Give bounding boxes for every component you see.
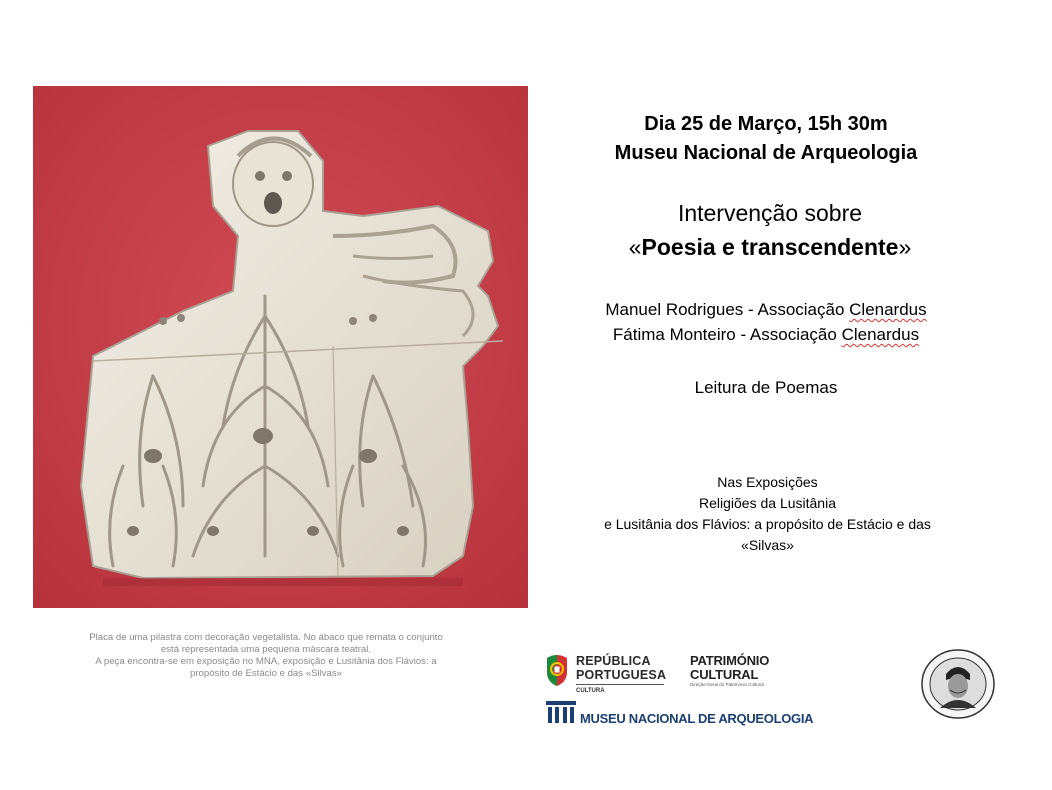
photo-caption	[85, 632, 447, 680]
republica-line-1: REPÚBLICA	[576, 654, 651, 668]
event-venue: Museu Nacional de Arqueologia	[614, 142, 918, 164]
talk-intro: Intervenção sobre	[677, 200, 863, 226]
pilaster-plaque-image	[33, 86, 528, 608]
artifact-photo	[33, 86, 528, 608]
speaker-1	[556, 298, 976, 322]
exhibitions-heading: Nas Exposições	[717, 474, 818, 490]
patrimonio-cultural-logo	[690, 654, 790, 690]
title-open-quote: «	[628, 234, 642, 260]
clenardus-medallion-icon	[916, 646, 1000, 724]
museum-building-icon	[546, 701, 576, 725]
exhibition-line: e Lusitânia dos Flávios: a propósito de Estácio e das	[604, 516, 931, 532]
republica-portuguesa-logo	[544, 652, 674, 702]
speaker-2	[556, 323, 976, 347]
museu-name: MUSEU NACIONAL DE ARQUEOLOGIA	[580, 711, 814, 726]
exhibition-line: «Silvas»	[741, 537, 794, 553]
speaker-1-name: Manuel Rodrigues - Associação	[605, 300, 850, 319]
event-date: Dia 25 de Março, 15h 30m	[644, 113, 888, 135]
speaker-2-name: Fátima Monteiro - Associação	[612, 325, 842, 344]
speaker-2-org: Clenardus	[841, 325, 920, 344]
republica-line-2: PORTUGUESA	[576, 668, 667, 682]
talk-title	[560, 232, 980, 262]
title-close-quote: »	[898, 234, 912, 260]
coat-of-arms-icon	[544, 654, 570, 688]
patrimonio-line-1: PATRIMÓNIO	[690, 653, 770, 668]
exhibition-line: Religiões da Lusitânia	[699, 495, 836, 511]
republica-sub: CULTURA	[576, 688, 605, 694]
museu-nacional-logo	[546, 701, 814, 727]
clenardus-logo	[916, 646, 1000, 724]
republica-divider	[576, 684, 664, 685]
talk-title-text: Poesia e transcendente	[641, 234, 899, 260]
patrimonio-sub: Direção-Geral do Património Cultural	[690, 682, 764, 687]
patrimonio-line-2: CULTURAL	[690, 667, 759, 682]
speaker-1-org: Clenardus	[849, 300, 927, 319]
caption-line-1: Placa de uma pilastra com decoração vegetalista. No ábaco que remata o conjunto está representada uma pequena máscara teatral.	[89, 632, 443, 655]
poetry-reading: Leitura de Poemas	[694, 378, 838, 397]
caption-line-2: A peça encontra-se em exposição no MNA, exposição e Lusitânia dos Flávios: a propósito de Estácio e das «Silvas»	[95, 656, 437, 679]
